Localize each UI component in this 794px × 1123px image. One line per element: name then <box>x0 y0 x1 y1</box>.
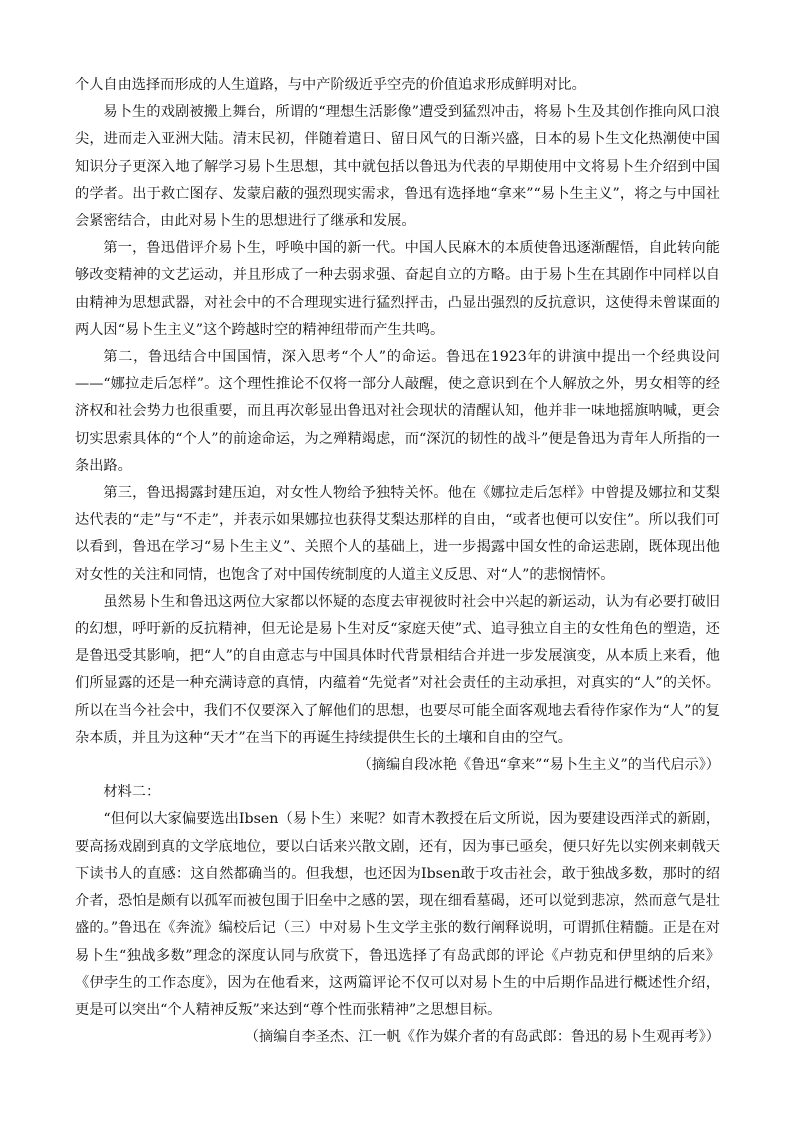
paragraph-2: 易卜生的戏剧被搬上舞台，所谓的“理想生活影像”遭受到猛烈冲击，将易卜生及其创作推向风口浪尖，进而走入亚洲大陆。清末民初，伴随着遣日、留日风气的日渐兴盛，日本的易卜生文化热潮使中国知识分子更深入地了解学习易卜生思想，其中就包括以鲁迅为代表的早期使用中文将易卜生介绍到中国的学者。出于救亡图存、发蒙启蔽的强烈现实需求，鲁迅有选择地“拿来”“易卜生主义”，将之与中国社会紧密结合，由此对易卜生的思想进行了继承和发展。 <box>75 104 720 230</box>
paragraph-4: 第二，鲁迅结合中国国情，深入思考“个人”的命运。鲁迅在1923年的讲演中提出一个经典设问——“娜拉走后怎样”。这个理性推论不仅将一部分人敲醒，使之意识到在个人解放之外，男女相等的经济权和社会势力也很重要，而且再次彰显出鲁迅对社会现状的清醒认知，他并非一味地摇旗呐喊，更会切实思索具体的“个人”的前途命运，为之殚精竭虑，而“深沉的韧性的战斗”便是鲁迅为青年人所指的一条出路。 <box>75 349 720 474</box>
paragraph-6: 虽然易卜生和鲁迅这两位大家都以怀疑的态度去审视彼时社会中兴起的新运动，认为有必要打破旧的幻想，呼吁新的反抗精神，但无论是易卜生对反“家庭天使”式、追寻独立自主的女性角色的塑造，还是鲁迅受其影响，把“人”的自由意志与中国具体时代背景相结合并进一步发展演变，从本质上来看，他们所显露的还是一种充满诗意的真情，内蕴着“先觉者”对社会责任的主动承担，对真实的“人”的关怀。所以在当今社会中，我们不仅要深入了解他们的思想，也要尽可能全面客观地去看待作家作为“人”的复杂本质，并且为这种“天才”在当下的再诞生持续提供生长的土壤和自由的空气。 <box>75 593 720 746</box>
paragraph-3: 第一，鲁迅借评介易卜生，呼唤中国的新一代。中国人民麻木的本质使鲁迅逐渐醒悟，自此转向能够改变精神的文艺运动，并且形成了一种去弱求强、奋起自立的方略。由于易卜生在其剧作中同样以自由精神为思想武器，对社会中的不合理现实进行猛烈抨击，凸显出强烈的反抗意识，这使得未曾谋面的两人因“易卜生主义”这个跨越时空的精神纽带而产生共鸣。 <box>75 240 720 338</box>
source-citation-1: （摘编自段冰艳《鲁迅“拿来”“易卜生主义”的当代启示》） <box>357 757 720 774</box>
material-2-label: 材料二： <box>103 784 161 801</box>
paragraph-1: 个人自由选择而形成的人生道路，与中产阶级近乎空壳的价值追求形成鲜明对比。 <box>75 77 586 93</box>
material-2-paragraph: “但何以大家偏要选出Ibsen（易卜生）来呢？如青木教授在后文所说，因为要建设西洋式的新剧，要高扬戏剧到真的文学底地位，要以白话来兴散文剧，还有，因为事已亟矣，便只好先以实例来刺戟天下读书人的直感：这自然都确当的。但我想，也还因为Ibsen敢于攻击社会，敢于独战多数，那时的绍介者，恐怕是颇有以孤军而被包围于旧垒中之感的罢，现在细看墓碣，还可以觉到悲凉，然而意气是壮盛的。”鲁迅在《奔流》编校后记（三）中对易卜生文学主张的数行阐释说明，可谓抓住精髓。正是在对易卜生“独战多数”理念的深度认同与欣赏下，鲁迅选择了有岛武郎的评论《卢勃克和伊里纳的后来》《伊孛生的工作态度》，因为在他看来，这两篇评论不仅可以对易卜生的中后期作品进行概述性介绍，更是可以突出“个人精神反叛”来达到“尊个性而张精神”之思想目标。 <box>75 811 720 1018</box>
source-citation-2: （摘编自李圣杰、江一帆《作为媒介者的有岛武郎：鲁迅的易卜生观再考》） <box>244 1029 720 1046</box>
paragraph-5: 第三，鲁迅揭露封建压迫，对女性人物给予独特关怀。他在《娜拉走后怎样》中曾提及娜拉和艾梨达代表的“走”与“不走”，并表示如果娜拉也获得艾梨达那样的自由，“或者也便可以安住”。所以我们可以看到，鲁迅在学习“易卜生主义”、关照个人的基础上，进一步揭露中国女性的命运悲剧，既体现出他对女性的关注和同情，也饱含了对中国传统制度的人道主义反思、对“人”的悲悯情怀。 <box>75 485 720 583</box>
document-body <box>75 72 720 1051</box>
